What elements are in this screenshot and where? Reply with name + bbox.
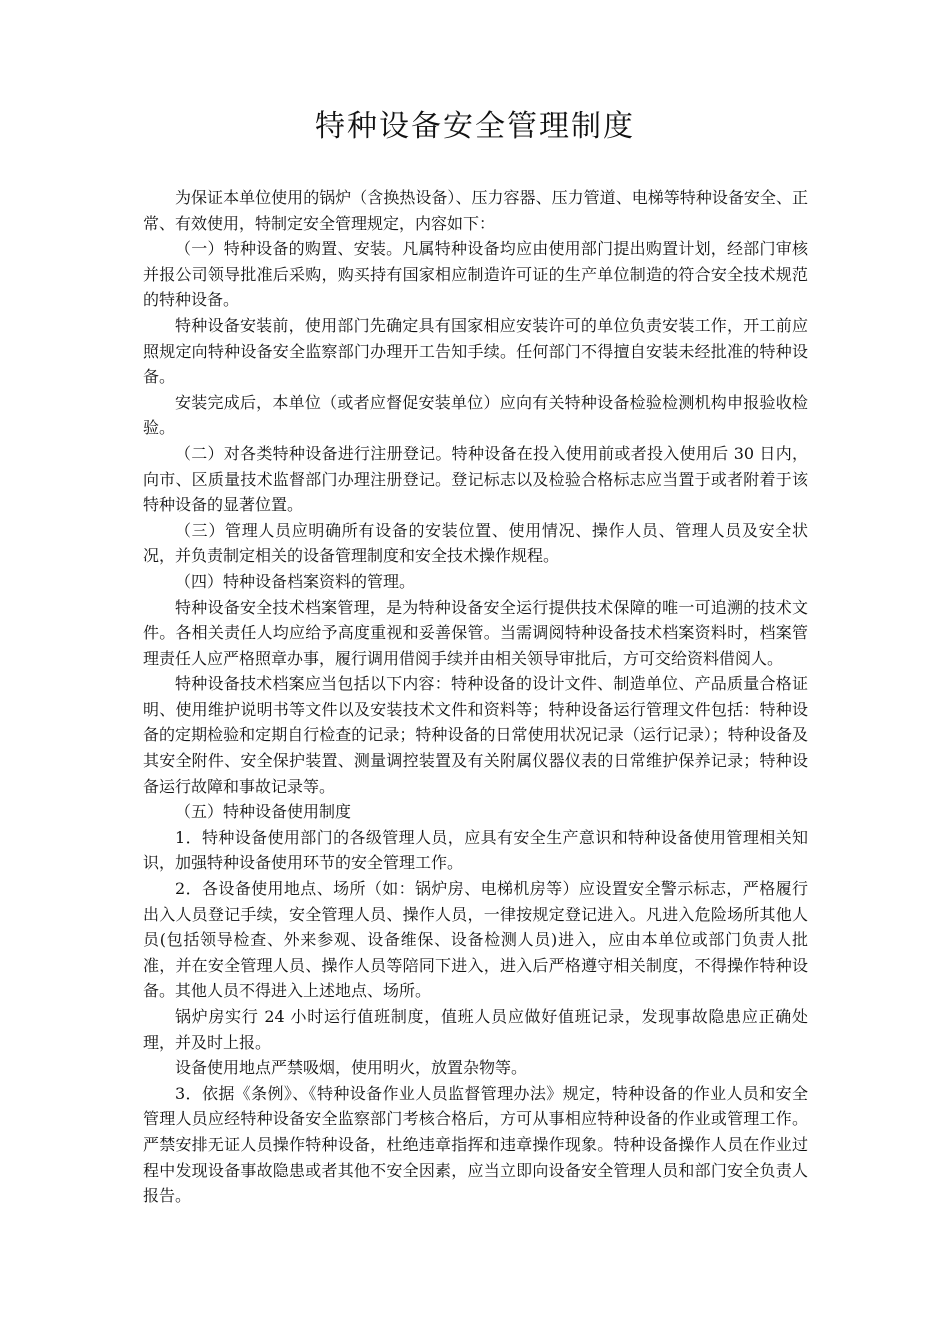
section-3-management-staff: （三）管理人员应明确所有设备的安装位置、使用情况、操作人员、管理人员及安全状况，并负责制定相关的设备管理制度和安全技术操作规程。 <box>143 520 808 566</box>
archive-management-paragraph: 特种设备安全技术档案管理，是为特种设备安全运行提供技术保障的唯一可追溯的技术文件。各相关责任人均应给予高度重视和妥善保管。当需调阅特种设备技术档案资料时，档案管理责任人应严格照章办事，履行调用借阅手续并由相关领导审批后，方可交给资料借阅人。 <box>143 597 808 668</box>
archive-contents-paragraph: 特种设备技术档案应当包括以下内容：特种设备的设计文件、制造单位、产品质量合格证明、使用维护说明书等文件以及安装技术文件和资料等；特种设备运行管理文件包括：特种设备的定期检验和定期自行检查的记录；特种设备的日常使用状况记录（运行记录）；特种设备及其安全附件、安全保护装置、测量调控装置及有关附属仪器仪表的日常维护保养记录；特种设备运行故障和事故记录等。 <box>143 674 808 796</box>
installation-paragraph: 特种设备安装前，使用部门先确定具有国家相应安装许可的单位负责安装工作，开工前应照规定向特种设备安全监察部门办理开工告知手续。任何部门不得擅自安装未经批准的特种设备。 <box>143 315 808 387</box>
section-2-registration: （二）对各类特种设备进行注册登记。特种设备在投入使用前或者投入使用后 30 日内，向市、区质量技术监督部门办理注册登记。登记标志以及检验合格标志应当置于或者附着于该特种设备的显著位置。 <box>143 443 808 515</box>
intro-paragraph: 为保证本单位使用的锅炉（含换热设备）、压力容器、压力管道、电梯等特种设备安全、正常、有效使用，特制定安全管理规定，内容如下： <box>143 188 808 233</box>
no-smoking-paragraph: 设备使用地点严禁吸烟，使用明火，放置杂物等。 <box>175 1058 528 1078</box>
document-body <box>143 185 808 1209</box>
boiler-duty-paragraph: 锅炉房实行 24 小时运行值班制度，值班人员应做好值班记录，发现事故隐患应正确处理，并及时上报。 <box>143 1007 808 1052</box>
usage-rule-3: 3．依据《条例》、《特种设备作业人员监督管理办法》规定，特种设备的作业人员和安全管理人员应经特种设备安全监察部门考核合格后，方可从事相应特种设备的作业或管理工作。严禁安排无证人员操作特种设备，杜绝违章指挥和违章操作现象。特种设备操作人员在作业过程中发现设备事故隐患或者其他不安全因素，应当立即向设备安全管理人员和部门安全负责人报告。 <box>143 1083 808 1206</box>
document-title: 特种设备安全管理制度 <box>315 109 635 144</box>
section-4-heading: （四）特种设备档案资料的管理。 <box>175 571 416 591</box>
usage-rule-2: 2．各设备使用地点、场所（如：锅炉房、电梯机房等）应设置安全警示标志，严格履行出入人员登记手续，安全管理人员、操作人员，一律按规定登记进入。凡进入危险场所其他人员(包括领导检查、外来参观、设备维保、设备检测人员)进入，应由本单位或部门负责人批准，并在安全管理人员、操作人员等陪同下进入，进入后严格遵守相关制度，不得操作特种设备。其他人员不得进入上述地点、场所。 <box>143 879 808 1001</box>
section-5-heading: （五）特种设备使用制度 <box>175 802 352 822</box>
usage-rule-1: 1．特种设备使用部门的各级管理人员，应具有安全生产意识和特种设备使用管理相关知识，加强特种设备使用环节的安全管理工作。 <box>143 827 808 873</box>
acceptance-paragraph: 安装完成后，本单位（或者应督促安装单位）应向有关特种设备检验检测机构申报验收检验。 <box>143 392 808 438</box>
section-1-purchase-installation: （一）特种设备的购置、安装。凡属特种设备均应由使用部门提出购置计划，经部门审核并报公司领导批准后采购，购买持有国家相应制造许可证的生产单位制造的符合安全技术规范的特种设备。 <box>143 239 808 310</box>
